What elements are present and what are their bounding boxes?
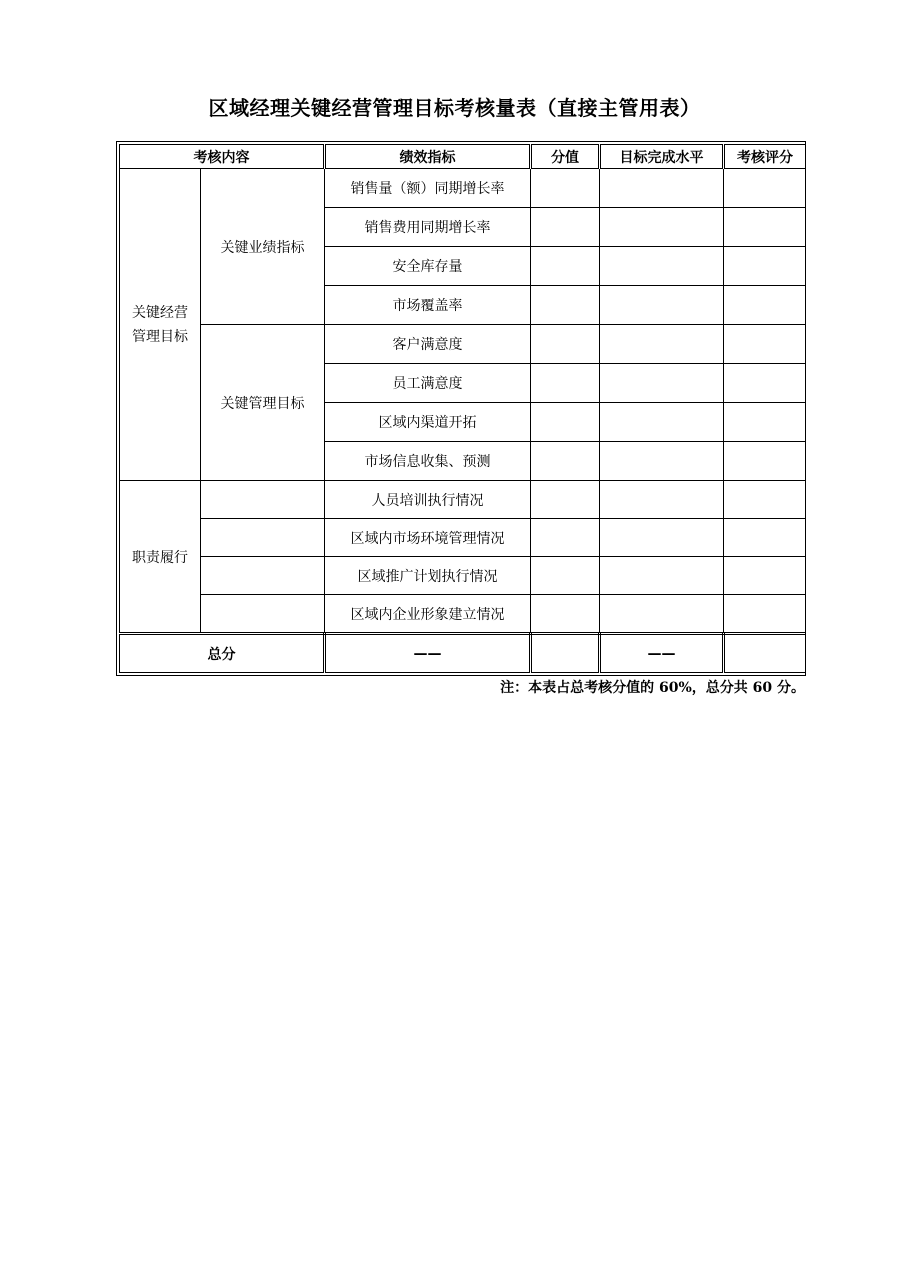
indicator-cell: 市场覆盖率 xyxy=(325,286,531,325)
rating-cell[interactable] xyxy=(724,403,806,442)
rating-cell[interactable] xyxy=(724,595,806,634)
score-value-cell[interactable] xyxy=(531,247,600,286)
group-cell-empty[interactable] xyxy=(201,481,325,519)
total-target-dash: —— xyxy=(600,634,724,673)
score-value-cell[interactable] xyxy=(531,208,600,247)
indicator-cell: 区域内市场环境管理情况 xyxy=(325,519,531,557)
target-level-cell[interactable] xyxy=(600,286,724,325)
indicator-cell: 人员培训执行情况 xyxy=(325,481,531,519)
header-content: 考核内容 xyxy=(120,145,325,169)
score-value-cell[interactable] xyxy=(531,286,600,325)
rating-cell[interactable] xyxy=(724,247,806,286)
group-cell-empty[interactable] xyxy=(201,519,325,557)
header-indicator: 绩效指标 xyxy=(325,145,531,169)
page-title: 区域经理关键经营管理目标考核量表（直接主管用表） xyxy=(208,96,701,120)
rating-cell[interactable] xyxy=(724,557,806,595)
indicator-cell: 区域内渠道开拓 xyxy=(325,403,531,442)
indicator-cell: 市场信息收集、预测 xyxy=(325,442,531,481)
section-label-duties: 职责履行 xyxy=(120,481,201,634)
target-level-cell[interactable] xyxy=(600,364,724,403)
section-label-text: 关键经营管理目标 xyxy=(132,304,188,345)
header-rating: 考核评分 xyxy=(724,145,806,169)
indicator-cell: 销售费用同期增长率 xyxy=(325,208,531,247)
rating-cell[interactable] xyxy=(724,519,806,557)
target-level-cell[interactable] xyxy=(600,595,724,634)
target-level-cell[interactable] xyxy=(600,403,724,442)
rating-cell[interactable] xyxy=(724,169,806,208)
group-cell-empty[interactable] xyxy=(201,595,325,634)
assessment-table xyxy=(119,144,806,673)
target-level-cell[interactable] xyxy=(600,519,724,557)
total-indicator-dash: —— xyxy=(325,634,531,673)
indicator-cell: 安全库存量 xyxy=(325,247,531,286)
target-level-cell[interactable] xyxy=(600,481,724,519)
table-row xyxy=(120,481,806,519)
score-value-cell[interactable] xyxy=(531,325,600,364)
score-value-cell[interactable] xyxy=(531,442,600,481)
rating-cell[interactable] xyxy=(724,364,806,403)
score-value-cell[interactable] xyxy=(531,403,600,442)
section-label-key-objectives xyxy=(120,169,201,481)
group-label-key-performance: 关键业绩指标 xyxy=(201,169,325,325)
target-level-cell[interactable] xyxy=(600,325,724,364)
table-row xyxy=(120,557,806,595)
total-label: 总分 xyxy=(120,634,325,673)
score-value-cell[interactable] xyxy=(531,595,600,634)
header-target-level: 目标完成水平 xyxy=(600,145,724,169)
total-score-value-cell[interactable] xyxy=(531,634,600,673)
score-value-cell[interactable] xyxy=(531,364,600,403)
indicator-cell: 销售量（额）同期增长率 xyxy=(325,169,531,208)
target-level-cell[interactable] xyxy=(600,169,724,208)
score-value-cell[interactable] xyxy=(531,169,600,208)
rating-cell[interactable] xyxy=(724,208,806,247)
rating-cell[interactable] xyxy=(724,481,806,519)
header-score-value: 分值 xyxy=(531,145,600,169)
table-row xyxy=(120,169,806,208)
table-row xyxy=(120,325,806,364)
score-value-cell[interactable] xyxy=(531,481,600,519)
table-note: 注：本表占总考核分值的 60%，总分共 60 分。 xyxy=(500,680,805,696)
indicator-cell: 客户满意度 xyxy=(325,325,531,364)
total-row xyxy=(120,634,806,673)
group-cell-empty[interactable] xyxy=(201,557,325,595)
target-level-cell[interactable] xyxy=(600,442,724,481)
rating-cell[interactable] xyxy=(724,442,806,481)
indicator-cell: 区域推广计划执行情况 xyxy=(325,557,531,595)
score-value-cell[interactable] xyxy=(531,557,600,595)
table-row xyxy=(120,595,806,634)
rating-cell[interactable] xyxy=(724,325,806,364)
target-level-cell[interactable] xyxy=(600,557,724,595)
target-level-cell[interactable] xyxy=(600,247,724,286)
indicator-cell: 员工满意度 xyxy=(325,364,531,403)
group-label-key-management: 关键管理目标 xyxy=(201,325,325,481)
indicator-cell: 区域内企业形象建立情况 xyxy=(325,595,531,634)
score-value-cell[interactable] xyxy=(531,519,600,557)
header-row xyxy=(120,145,806,169)
rating-cell[interactable] xyxy=(724,286,806,325)
table-row xyxy=(120,519,806,557)
target-level-cell[interactable] xyxy=(600,208,724,247)
assessment-table-frame xyxy=(116,141,806,676)
total-rating-cell[interactable] xyxy=(724,634,806,673)
